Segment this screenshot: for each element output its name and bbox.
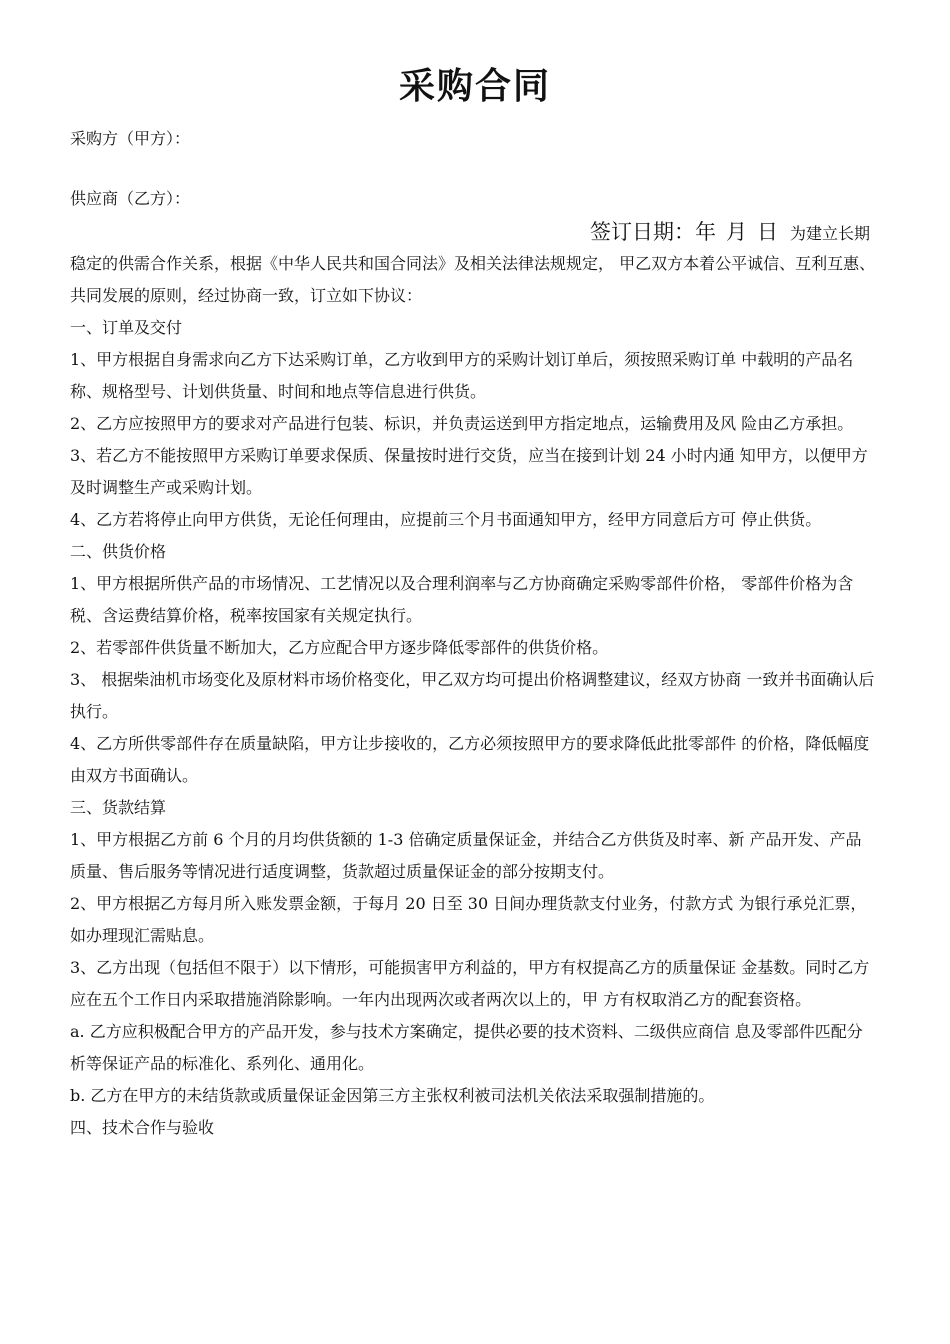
sign-date-day: 日 — [756, 220, 778, 244]
sign-date-month: 月 — [725, 220, 747, 244]
section-heading: 二、供货价格 — [70, 542, 167, 561]
clause-paragraph: 3、乙方出现（包括但不限于）以下情形，可能损害甲方利益的，甲方有权提高乙方的质量保证 金基数。同时乙方应在五个工作日内采取措施消除影响。一年内出现两次或者两次以上的，甲 方有权取消乙方的配套资格。 — [70, 958, 870, 1009]
clause-paragraph: a. 乙方应积极配合甲方的产品开发，参与技术方案确定，提供必要的技术资料、二级供应商信 息及零部件匹配分析等保证产品的标准化、系列化、通用化。 — [70, 1022, 863, 1073]
contract-sections — [70, 312, 876, 1144]
clause-paragraph: 3、若乙方不能按照甲方采购订单要求保质、保量按时进行交货，应当在接到计划 24 小时内通 知甲方，以便甲方及时调整生产或采购计划。 — [70, 446, 868, 497]
clause-paragraph: b. 乙方在甲方的未结货款或质量保证金因第三方主张权利被司法机关依法采取强制措施的。 — [70, 1086, 715, 1105]
section-heading: 四、技术合作与验收 — [70, 1118, 215, 1137]
clause-paragraph: 4、乙方所供零部件存在质量缺陷，甲方让步接收的，乙方必须按照甲方的要求降低此批零部件 的价格，降低幅度由双方书面确认。 — [70, 734, 870, 785]
sign-date-line — [70, 216, 870, 246]
section-heading: 一、订单及交付 — [70, 318, 183, 337]
section-heading: 三、货款结算 — [70, 798, 167, 817]
party-a-label: 采购方（甲方）： — [70, 129, 191, 148]
clause-paragraph: 3、 根据柴油机市场变化及原材料市场价格变化，甲乙双方均可提出价格调整建议，经双方协商 一致并书面确认后执行。 — [70, 670, 875, 721]
sign-date-year: 年 — [694, 220, 716, 244]
clause-paragraph: 1、甲方根据自身需求向乙方下达采购订单，乙方收到甲方的采购计划订单后，须按照采购订单 中载明的产品名称、规格型号、计划供货量、时间和地点等信息进行供货。 — [70, 350, 854, 401]
clause-paragraph: 2、若零部件供货量不断加大，乙方应配合甲方逐步降低零部件的供货价格。 — [70, 638, 609, 657]
clause-paragraph: 1、甲方根据所供产品的市场情况、工艺情况以及合理利润率与乙方协商确定采购零部件价格， 零部件价格为含税、含运费结算价格，税率按国家有关规定执行。 — [70, 574, 854, 625]
sign-date-label: 签订日期： — [589, 220, 695, 244]
contract-body — [70, 248, 876, 1144]
clause-paragraph: 2、乙方应按照甲方的要求对产品进行包装、标识，并负责运送到甲方指定地点，运输费用及风 险由乙方承担。 — [70, 414, 854, 433]
clause-paragraph: 2、甲方根据乙方每月所入账发票金额，于每月 20 日至 30 日间办理货款支付业务，付款方式 为银行承兑汇票，如办理现汇需贴息。 — [70, 894, 867, 945]
intro-lead-text: 为建立长期 — [789, 224, 870, 243]
party-b-label: 供应商（乙方）： — [70, 189, 191, 208]
intro-paragraph: 稳定的供需合作关系，根据《中华人民共和国合同法》及相关法律法规规定， 甲乙双方本着公平诚信、互利互惠、共同发展的原则，经过协商一致，订立如下协议： — [70, 254, 876, 305]
clause-paragraph: 1、甲方根据乙方前 6 个月的月均供货额的 1-3 倍确定质量保证金，并结合乙方供货及时率、新 产品开发、产品质量、售后服务等情况进行适度调整，货款超过质量保证金的部分按期支付。 — [70, 830, 862, 881]
document-title: 采购合同 — [398, 66, 551, 107]
clause-paragraph: 4、乙方若将停止向甲方供货，无论任何理由，应提前三个月书面通知甲方，经甲方同意后方可 停止供货。 — [70, 510, 822, 529]
